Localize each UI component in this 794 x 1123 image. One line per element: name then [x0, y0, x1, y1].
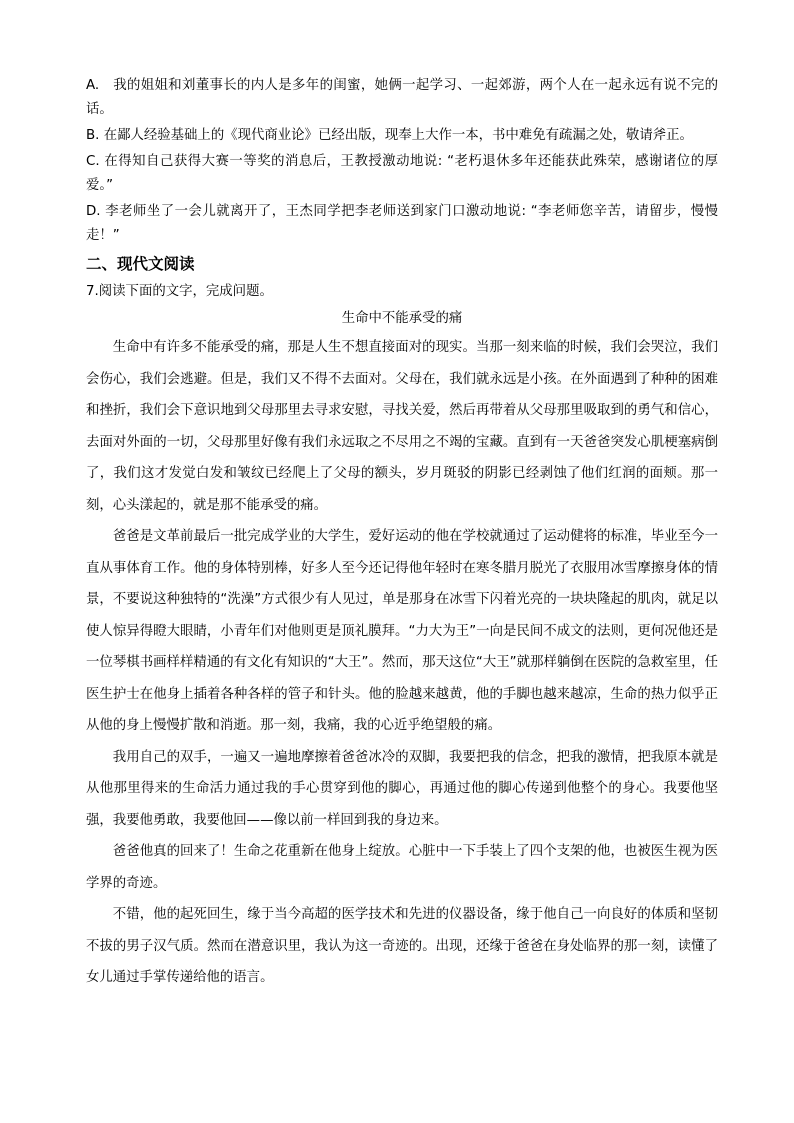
article-paragraph-1: 生命中有许多不能承受的痛，那是人生不想直接面对的现实。当那一刻来临的时候，我们会哭泣，我们会伤心，我们会逃避。但是，我们又不得不去面对。父母在，我们就永远是小孩。在外面遇到了种种的困难和挫折，我们会下意识地到父母那里去寻求安慰，寻找关爱，然后再带着从父母那里吸取到的勇气和信心，去面对外面的一切，父母那里好像有我们永远取之不尽用之不竭的宝藏。直到有一天爸爸突发心肌梗塞病倒了，我们这才发觉白发和皱纹已经爬上了父母的额头，岁月斑驳的阴影已经剥蚀了他们红润的面颊。那一刻，心头漾起的，就是那不能承受的痛。: [86, 340, 718, 513]
option-c: C. 在得知自己获得大赛一等奖的消息后，王教授激动地说: “老朽退休多年还能获此殊荣，感谢诸位的厚爱。”: [86, 154, 718, 193]
article-paragraph-4: 爸爸他真的回来了！生命之花重新在他身上绽放。心脏中一下手装上了四个支架的他，也被医生视为医学界的奇迹。: [86, 844, 718, 891]
section-heading: 二、现代文阅读: [86, 255, 195, 273]
article-paragraph-2: 爸爸是文革前最后一批完成学业的大学生，爱好运动的他在学校就通过了运动健将的标准，毕业至今一直从事体育工作。他的身体特别棒，好多人至今还记得他年轻时在寒冬腊月脱光了衣服用冰雪摩擦身体的情景，不要说这种独特的“洗澡”方式很少有人见过，单是那身在冰雪下闪着光亮的一块块隆起的肌肉，就足以使人惊异得瞪大眼睛，小青年们对他则更是顶礼膜拜。“力大为王”一向是民间不成文的法则，更何况他还是一位琴棋书画样样精通的有文化有知识的“大王”。然而，那天这位“大王”就那样躺倒在医院的急救室里，任医生护士在他身上插着各种各样的管子和针头。他的脸越来越黄，他的手脚也越来越凉，生命的热力似乎正从他的身上慢慢扩散和消逝。那一刻，我痛，我的心近乎绝望般的痛。: [86, 529, 718, 733]
article-paragraph-5: 不错，他的起死回生，缘于当今高超的医学技术和先进的仪器设备，缘于他自己一向良好的体质和坚韧不拔的男子汉气质。然而在潜意识里，我认为这一奇迹的。出现，还缘于爸爸在身处临界的那一刻，读懂了女儿通过手掌传递给他的语言。: [86, 907, 718, 985]
article-title: 生命中不能承受的痛: [341, 311, 463, 326]
option-b: B. 在鄙人经验基础上的《现代商业论》已经出版，现奉上大作一本，书中难免有疏漏之处，敬请斧正。: [86, 128, 693, 143]
question-label: 7.阅读下面的文字，完成问题。: [86, 284, 273, 299]
article-paragraph-3: 我用自己的双手，一遍又一遍地摩擦着爸爸冰冷的双脚，我要把我的信念，把我的激情，把我原本就是从他那里得来的生命活力通过我的手心贯穿到他的脚心，再通过他的脚心传递到他整个的身心。我要他坚强，我要他勇敢，我要他回——像以前一样回到我的身边来。: [86, 749, 718, 828]
option-d: D. 李老师坐了一会儿就离开了，王杰同学把李老师送到家门口激动地说: “李老师您辛苦，请留步，慢慢走！”: [86, 204, 718, 243]
document-page: [86, 74, 718, 994]
option-a: A. 我的姐姐和刘董事长的内人是多年的闺蜜，她俩一起学习、一起郊游，两个人在一起永远有说不完的话。: [86, 78, 718, 117]
